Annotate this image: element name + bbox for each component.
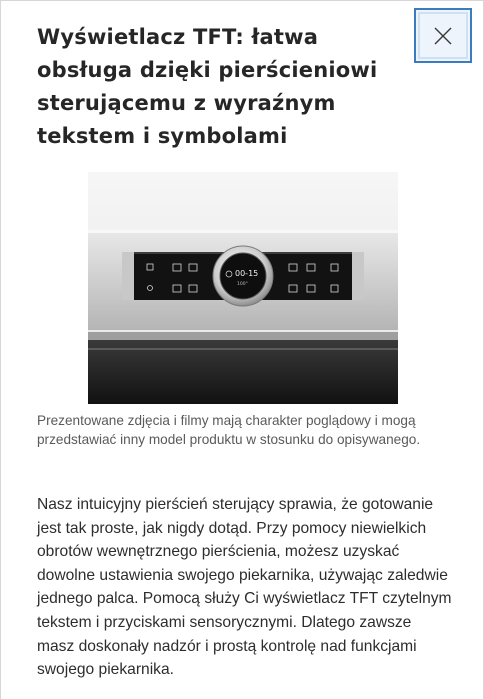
display-power: 100° — [237, 282, 248, 287]
close-icon — [434, 27, 452, 45]
dialog-title: Wyświetlacz TFT: łatwa obsługa dzięki pierścieniowi sterującemu z wyraźnym tekstem i symbolami — [37, 25, 378, 148]
feature-description: Nasz intuicyjny pierścień sterujący sprawia, że gotowanie jest tak proste, jak nigdy dotąd. Przy pomocy niewielkich obrotów wewnętrznego pierścienia, możesz uzyskać dowolne ustawienia swojego piekarnika, używając zaledwie jednego palca. Pomocą służy Ci wyświetlacz TFT czytelnym tekstem i przyciskami sensorycznymi. Dlatego zawsze masz doskonały nadzór i prostą kontrolę nad funkcjami swojego piekarnika. — [37, 496, 452, 679]
close-button[interactable] — [414, 8, 472, 63]
display-time: 00-15 — [235, 269, 259, 278]
image-disclaimer-caption: Prezentowane zdjęcia i filmy mają charakter poglądowy i mogą przedstawiać inny model produktu w stosunku do opisywanego. — [37, 413, 421, 447]
oven-control-panel-image — [88, 172, 398, 404]
